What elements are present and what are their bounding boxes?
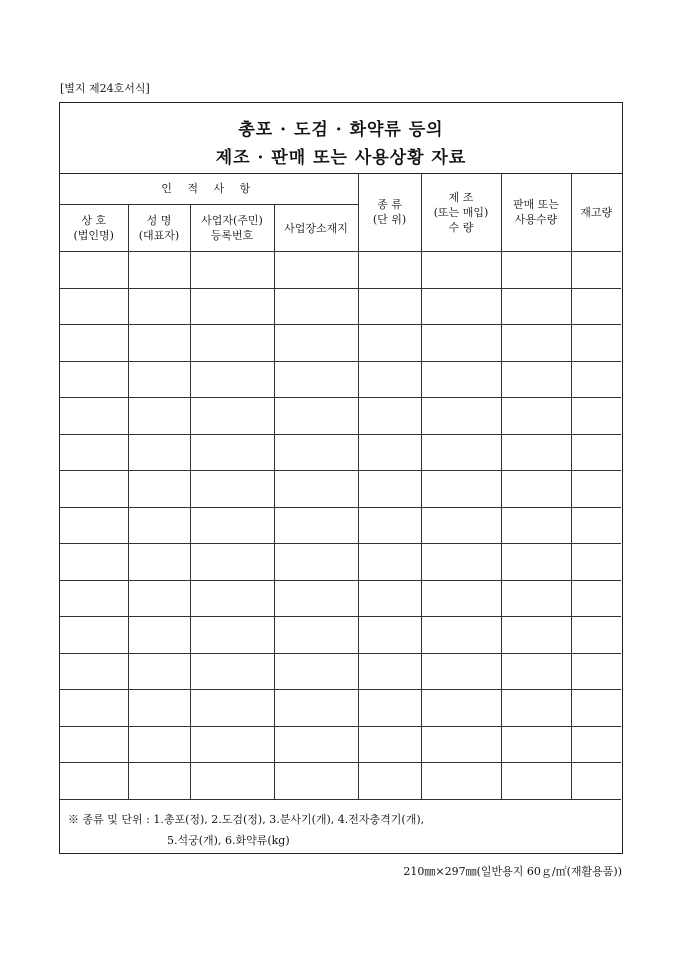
table-cell[interactable] [421,653,501,690]
table-cell[interactable] [60,325,128,362]
table-cell[interactable] [571,580,621,617]
table-cell[interactable] [128,726,190,763]
table-cell[interactable] [421,325,501,362]
table-cell[interactable] [501,580,571,617]
table-cell[interactable] [421,690,501,727]
table-cell[interactable] [128,690,190,727]
table-row [60,763,621,800]
header-manufacture-line1: 제 조 [448,190,474,204]
table-cell[interactable] [571,325,621,362]
table-cell[interactable] [128,361,190,398]
table-cell[interactable] [571,361,621,398]
table-cell[interactable] [274,325,358,362]
table-row [60,580,621,617]
table-cell[interactable] [571,507,621,544]
table-row [60,471,621,508]
header-business-reg [190,205,274,252]
table-cell[interactable] [358,690,421,727]
table-cell[interactable] [274,507,358,544]
table-cell[interactable] [274,361,358,398]
table-cell[interactable] [421,544,501,581]
header-kind-line1: 종 류 [377,198,402,211]
table-cell[interactable] [358,288,421,325]
table-cell[interactable] [274,471,358,508]
header-manufacture [421,173,501,252]
table-cell[interactable] [128,434,190,471]
table-row [60,653,621,690]
table-cell[interactable] [128,252,190,289]
table-cell[interactable] [421,726,501,763]
table-cell[interactable] [501,361,571,398]
table-cell[interactable] [274,288,358,325]
header-business-reg-line1: 사업자(주민) [201,214,263,227]
table-cell[interactable] [190,544,274,581]
table-cell[interactable] [190,580,274,617]
table-cell[interactable] [190,507,274,544]
table-cell[interactable] [571,653,621,690]
table-cell[interactable] [571,471,621,508]
table-cell[interactable] [190,252,274,289]
header-business-location: 사업장소재지 [274,205,358,252]
table-cell[interactable] [128,398,190,435]
table-cell[interactable] [501,726,571,763]
table-cell[interactable] [571,288,621,325]
table-cell[interactable] [60,726,128,763]
header-name [128,205,190,252]
table-row [60,690,621,727]
table-cell[interactable] [501,471,571,508]
paper-spec-footer: 210㎜×297㎜(일반용지 60ｇ/㎡(재활용품)) [403,865,622,878]
table-cell[interactable] [358,617,421,654]
table-cell[interactable] [501,507,571,544]
table-cell[interactable] [128,763,190,800]
header-kind [358,173,421,252]
table-cell[interactable] [358,471,421,508]
table-cell[interactable] [421,580,501,617]
note-line1: ※ 종류 및 단위 : 1.총포(정), 2.도검(정), 3.분사기(개), 4.전자충격기(개), [68,813,425,826]
form-number-label: [별지 제24호서식] [60,82,150,95]
header-trade-name-line1: 상 호 [81,214,107,227]
table-cell[interactable] [421,471,501,508]
table-cell[interactable] [60,690,128,727]
table-cell[interactable] [60,653,128,690]
table-cell[interactable] [190,617,274,654]
header-inventory: 재고량 [571,173,621,252]
note-block [60,803,622,853]
table-cell[interactable] [60,252,128,289]
table-cell[interactable] [190,434,274,471]
table-cell[interactable] [358,507,421,544]
header-trade-name [60,205,128,252]
table-row [60,361,621,398]
table-cell[interactable] [421,288,501,325]
header-business-reg-line2: 등록번호 [210,229,254,242]
table-cell[interactable] [421,617,501,654]
table-cell[interactable] [501,653,571,690]
table-cell[interactable] [274,617,358,654]
table-cell[interactable] [60,434,128,471]
table-cell[interactable] [274,726,358,763]
header-trade-name-line2: (법인명) [73,229,114,242]
table-cell[interactable] [358,763,421,800]
table-cell[interactable] [190,653,274,690]
table-cell[interactable] [190,471,274,508]
table-cell[interactable] [358,653,421,690]
table-cell[interactable] [60,361,128,398]
table-cell[interactable] [274,763,358,800]
form-frame [59,102,623,854]
title-block [60,103,622,174]
header-manufacture-line2: (또는 매입) [433,205,489,219]
table-cell[interactable] [190,398,274,435]
table-cell[interactable] [501,252,571,289]
form-title-line1: 총포 · 도검 · 화약류 등의 [238,120,444,140]
table-cell[interactable] [190,763,274,800]
table-cell[interactable] [274,580,358,617]
table-cell[interactable] [190,325,274,362]
table-cell[interactable] [421,434,501,471]
table-row [60,617,621,654]
table-cell[interactable] [501,325,571,362]
table-cell[interactable] [421,398,501,435]
table-cell[interactable] [571,398,621,435]
table-row [60,434,621,471]
table-cell[interactable] [128,653,190,690]
table-cell[interactable] [571,252,621,289]
table-cell[interactable] [421,361,501,398]
table-cell[interactable] [358,434,421,471]
table-cell[interactable] [501,398,571,435]
header-sales-line1: 판매 또는 [512,198,559,211]
table-row [60,325,621,362]
table-cell[interactable] [274,653,358,690]
table-cell[interactable] [274,252,358,289]
table-cell[interactable] [60,580,128,617]
table-cell[interactable] [128,325,190,362]
header-sales-line2: 사용수량 [514,213,558,226]
table-cell[interactable] [358,726,421,763]
table-cell[interactable] [274,398,358,435]
header-name-line1: 성 명 [146,214,172,227]
table-cell[interactable] [421,763,501,800]
table-cell[interactable] [60,544,128,581]
table-cell[interactable] [358,544,421,581]
table-cell[interactable] [60,288,128,325]
table-cell[interactable] [274,544,358,581]
table-cell[interactable] [358,252,421,289]
table-row [60,507,621,544]
table-cell[interactable] [128,471,190,508]
table-cell[interactable] [274,434,358,471]
table-cell[interactable] [274,690,358,727]
table-cell[interactable] [501,544,571,581]
table-cell[interactable] [358,325,421,362]
note-line2: 5.석궁(개), 6.화약류(kg) [167,834,290,847]
table-cell[interactable] [571,690,621,727]
table-cell[interactable] [190,288,274,325]
table-cell[interactable] [571,617,621,654]
table-row [60,398,621,435]
form-title-line2: 제조 · 판매 또는 사용상황 자료 [215,148,467,168]
record-table [60,173,621,800]
header-manufacture-line3: 수 량 [448,220,474,234]
table-cell[interactable] [501,617,571,654]
header-name-line2: (대표자) [138,229,180,242]
table-cell[interactable] [128,507,190,544]
table-row [60,544,621,581]
table-cell[interactable] [571,544,621,581]
table-cell[interactable] [571,763,621,800]
table-cell[interactable] [571,726,621,763]
table-cell[interactable] [60,507,128,544]
header-personal-info: 인 적 사 항 [60,173,358,205]
table-row [60,726,621,763]
table-cell[interactable] [421,507,501,544]
table-cell[interactable] [60,763,128,800]
table-cell[interactable] [60,398,128,435]
header-sales [501,173,571,252]
table-cell[interactable] [358,398,421,435]
table-cell[interactable] [60,617,128,654]
table-cell[interactable] [501,690,571,727]
table-cell[interactable] [358,580,421,617]
table-row [60,288,621,325]
table-cell[interactable] [128,580,190,617]
table-cell[interactable] [128,544,190,581]
table-cell[interactable] [190,361,274,398]
table-cell[interactable] [128,617,190,654]
table-row [60,252,621,289]
table-cell[interactable] [60,471,128,508]
header-kind-line2: (단 위) [372,213,407,226]
table-cell[interactable] [421,252,501,289]
table-cell[interactable] [571,434,621,471]
table-cell[interactable] [190,726,274,763]
table-cell[interactable] [358,361,421,398]
table-cell[interactable] [501,434,571,471]
table-cell[interactable] [128,288,190,325]
table-cell[interactable] [190,690,274,727]
table-cell[interactable] [501,763,571,800]
table-cell[interactable] [501,288,571,325]
